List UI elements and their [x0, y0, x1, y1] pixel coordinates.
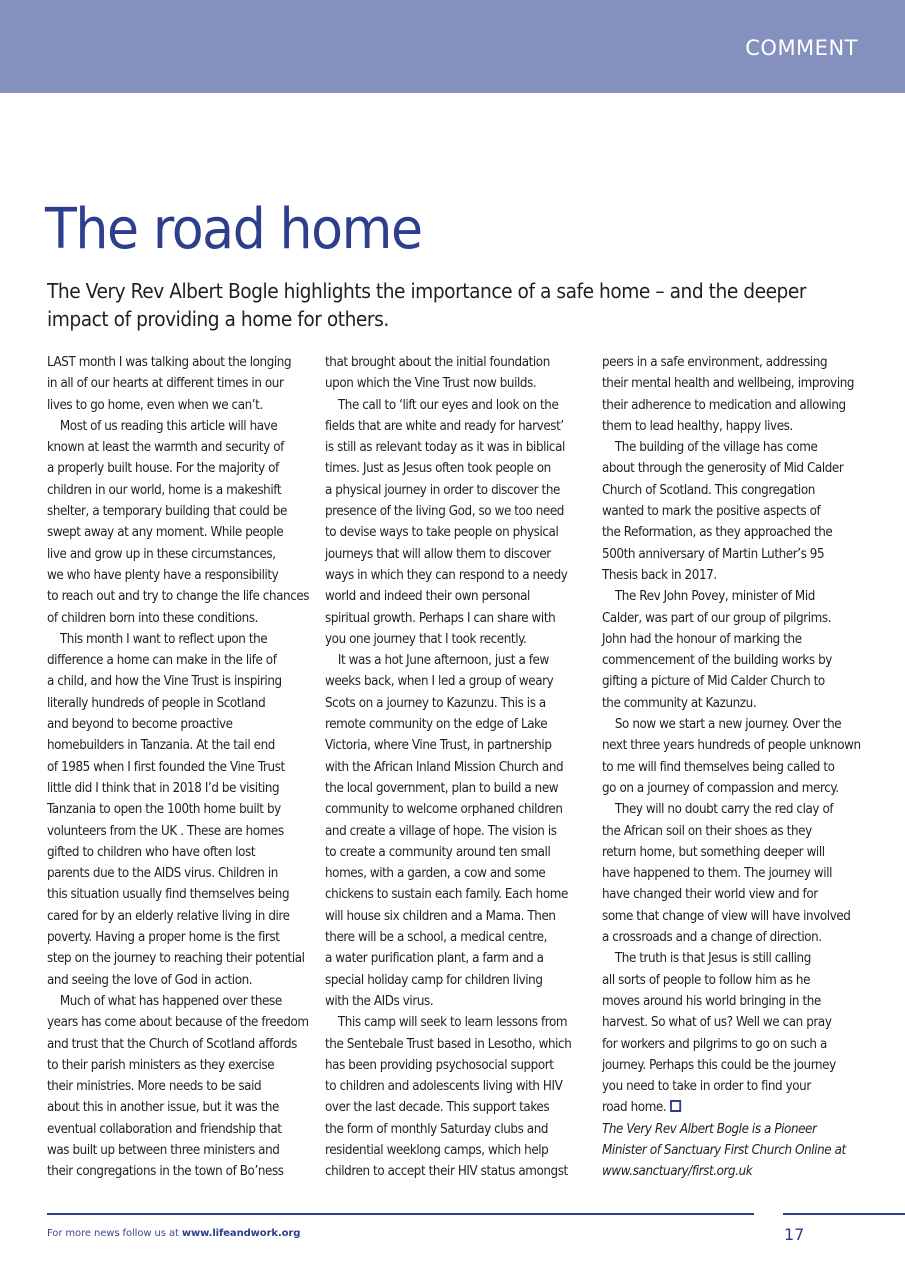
body-line: with the African Inland Mission Church and — [325, 759, 564, 775]
article-standfirst: The Very Rev Albert Bogle highlights the importance of a safe home – and the deeper impact of providing a home for others. — [47, 279, 807, 331]
footer-divider-left — [47, 1213, 754, 1215]
body-line: to me will find themselves being called to — [602, 759, 835, 775]
body-line: LAST month I was talking about the longing — [47, 355, 292, 370]
body-line: little did I think that in 2018 I’d be visiting — [47, 780, 280, 796]
body-line: journeys that will allow them to discover — [325, 546, 551, 562]
body-line: their ministries. More needs to be said — [47, 1079, 262, 1095]
paragraph-start: They will no doubt carry the red clay of — [614, 802, 834, 818]
body-line: all sorts of people to follow him as he — [602, 972, 811, 988]
body-line: and beyond to become proactive — [47, 717, 233, 733]
body-line: to their parish ministers as they exercise — [47, 1057, 275, 1073]
author-byline: The Very Rev Albert Bogle is a Pioneer — [602, 1121, 817, 1137]
body-line: remote community on the edge of Lake — [325, 717, 548, 733]
header-band — [0, 0, 905, 93]
article-column-2 — [325, 352, 587, 1183]
body-line: has been providing psychosocial support — [325, 1057, 554, 1073]
body-line: community to welcome orphaned children — [325, 802, 563, 818]
body-line: ways in which they can respond to a needy — [325, 567, 568, 583]
body-line: return home, but something deeper will — [602, 844, 825, 860]
body-line: to create a community around ten small — [325, 844, 551, 860]
body-line: shelter, a temporary building that could be — [47, 504, 287, 520]
body-line: the Reformation, as they approached the — [602, 525, 833, 541]
paragraph-start: The call to ‘lift our eyes and look on the — [337, 397, 559, 413]
last-body-line — [602, 1097, 843, 1118]
paragraph-start: So now we start a new journey. Over the — [614, 717, 842, 733]
body-line: Victoria, where Vine Trust, in partnership — [325, 738, 552, 754]
body-line: gifting a picture of Mid Calder Church to — [602, 674, 825, 690]
body-line: Tanzania to open the 100th home built by — [47, 802, 281, 818]
body-line: you one journey that I took recently. — [325, 631, 527, 647]
body-line: the form of monthly Saturday clubs and — [325, 1121, 549, 1137]
paragraph-start: Much of what has happened over these — [59, 993, 282, 1009]
body-line: eventual collaboration and friendship that — [47, 1121, 282, 1137]
body-line: special holiday camp for children living — [325, 972, 543, 988]
body-line: have happened to them. The journey will — [602, 866, 833, 882]
body-line: and seeing the love of God in action. — [47, 972, 253, 988]
body-line: to devise ways to take people on physical — [325, 525, 559, 541]
body-line: the African soil on their shoes as they — [602, 823, 812, 839]
body-line: to reach out and try to change the life chances — [47, 589, 310, 605]
body-line: their adherence to medication and allowing — [602, 397, 846, 413]
body-line: literally hundreds of people in Scotland — [47, 695, 266, 711]
body-line: Church of Scotland. This congregation — [602, 482, 815, 498]
body-line: known at least the warmth and security of — [47, 440, 284, 456]
paragraph-start: This camp will seek to learn lessons from — [337, 1015, 568, 1031]
body-line: commencement of the building works by — [602, 653, 832, 669]
paragraph-start: Most of us reading this article will have — [59, 418, 278, 434]
body-line: years has come about because of the freedom — [47, 1015, 309, 1031]
page-number: 17 — [784, 1225, 805, 1244]
footer-divider-right — [783, 1213, 905, 1215]
body-line: 500th anniversary of Martin Luther’s 95 — [602, 546, 825, 562]
body-line: of 1985 when I first founded the Vine Trust — [47, 759, 285, 775]
section-label: COMMENT — [745, 36, 858, 60]
body-line: about through the generosity of Mid Calder — [602, 461, 844, 477]
end-of-article-square-icon — [670, 1100, 681, 1112]
paragraph-start: The truth is that Jesus is still calling — [614, 951, 811, 967]
body-line: gifted to children who have often lost — [47, 844, 256, 860]
body-line: chickens to sustain each family. Each home — [325, 887, 568, 903]
body-line: children in our world, home is a makeshift — [47, 482, 282, 498]
body-line: next three years hundreds of people unknown — [602, 738, 861, 754]
body-line: a properly built house. For the majority of — [47, 461, 279, 477]
body-line: you need to take in order to find your — [602, 1079, 811, 1095]
body-line: children to accept their HIV status amongst — [325, 1164, 568, 1180]
body-line: and trust that the Church of Scotland affords — [47, 1036, 297, 1052]
body-line: and create a village of hope. The vision is — [325, 823, 557, 839]
body-line: swept away at any moment. While people — [47, 525, 284, 541]
article-title: The road home — [45, 197, 422, 262]
body-line: homes, with a garden, a cow and some — [325, 866, 546, 882]
body-line: poverty. Having a proper home is the first — [47, 930, 280, 946]
body-line: Thesis back in 2017. — [602, 567, 717, 583]
body-line: this situation usually find themselves being — [47, 887, 290, 903]
body-line: upon which the Vine Trust now builds. — [325, 376, 537, 392]
body-line: their congregations in the town of Bo’ness — [47, 1164, 284, 1180]
body-line: a physical journey in order to discover the — [325, 482, 560, 498]
body-line: weeks back, when I led a group of weary — [325, 674, 554, 690]
body-line: wanted to mark the positive aspects of — [602, 504, 821, 520]
article-column-1 — [47, 352, 309, 1183]
body-line: the community at Kazunzu. — [602, 695, 757, 711]
last-line-text: road home. — [602, 1100, 667, 1116]
body-line: times. Just as Jesus often took people on — [325, 461, 551, 477]
author-byline-url: www.sanctuary/first.org.uk — [602, 1164, 753, 1180]
body-line: a crossroads and a change of direction. — [602, 930, 822, 946]
body-line: have changed their world view and for — [602, 887, 818, 903]
footer-note — [47, 1228, 300, 1239]
body-line: go on a journey of compassion and mercy. — [602, 780, 839, 796]
body-line: is still as relevant today as it was in biblical — [325, 440, 565, 456]
body-line: spiritual growth. Perhaps I can share with — [325, 610, 556, 626]
footer-website-link[interactable]: www.lifeandwork.org — [181, 1228, 301, 1239]
body-line: residential weeklong camps, which help — [325, 1142, 549, 1158]
body-line: we who have plenty have a responsibility — [47, 567, 279, 583]
body-line: lives to go home, even when we can’t. — [47, 397, 263, 413]
body-line: a water purification plant, a farm and a — [325, 951, 544, 967]
body-line: to children and adolescents living with HIV — [325, 1079, 563, 1095]
body-line: there will be a school, a medical centre, — [325, 930, 547, 946]
body-line: peers in a safe environment, addressing — [602, 355, 828, 370]
body-line: them to lead healthy, happy lives. — [602, 418, 793, 434]
body-line: about this in another issue, but it was the — [47, 1100, 279, 1116]
author-byline: Minister of Sanctuary First Church Online at — [602, 1142, 846, 1158]
paragraph-start: The building of the village has come — [614, 440, 818, 456]
footer-prefix: For more news follow us at — [47, 1228, 182, 1239]
body-line: some that change of view will have involved — [602, 908, 851, 924]
body-line: over the last decade. This support takes — [325, 1100, 550, 1116]
body-line: for workers and pilgrims to go on such a — [602, 1036, 827, 1052]
body-line: the local government, plan to build a new — [325, 780, 559, 796]
body-line: moves around his world bringing in the — [602, 993, 821, 1009]
body-line: live and grow up in these circumstances, — [47, 546, 276, 562]
body-line: John had the honour of marking the — [602, 631, 802, 647]
body-line: cared for by an elderly relative living in dire — [47, 908, 290, 924]
body-line: journey. Perhaps this could be the journey — [602, 1057, 836, 1073]
body-line: presence of the living God, so we too need — [325, 504, 564, 520]
body-line: with the AIDs virus. — [325, 993, 434, 1009]
body-line: fields that are white and ready for harvest’ — [325, 418, 564, 434]
paragraph-start: The Rev John Povey, minister of Mid — [614, 589, 815, 605]
body-line: world and indeed their own personal — [325, 589, 530, 605]
paragraph-start: This month I want to reflect upon the — [59, 631, 268, 647]
body-line: step on the journey to reaching their potential — [47, 951, 305, 967]
article-column-3 — [602, 352, 864, 1183]
body-line: volunteers from the UK . These are homes — [47, 823, 284, 839]
body-line: will house six children and a Mama. Then — [325, 908, 556, 924]
body-line: parents due to the AIDS virus. Children in — [47, 866, 278, 882]
body-line: their mental health and wellbeing, improving — [602, 376, 855, 392]
body-line: harvest. So what of us? Well we can pray — [602, 1015, 832, 1031]
body-line: difference a home can make in the life of — [47, 653, 277, 669]
body-line: Calder, was part of our group of pilgrims. — [602, 610, 832, 626]
body-line: homebuilders in Tanzania. At the tail end — [47, 738, 275, 754]
body-line: was built up between three ministers and — [47, 1142, 280, 1158]
body-line: the Sentebale Trust based in Lesotho, which — [325, 1036, 572, 1052]
body-line: of children born into these conditions. — [47, 610, 259, 626]
body-line: in all of our hearts at different times in our — [47, 376, 284, 392]
body-line: that brought about the initial foundation — [325, 355, 550, 370]
paragraph-start: It was a hot June afternoon, just a few — [337, 653, 549, 669]
body-line: a child, and how the Vine Trust is inspiring — [47, 674, 282, 690]
body-line: Scots on a journey to Kazunzu. This is a — [325, 695, 546, 711]
